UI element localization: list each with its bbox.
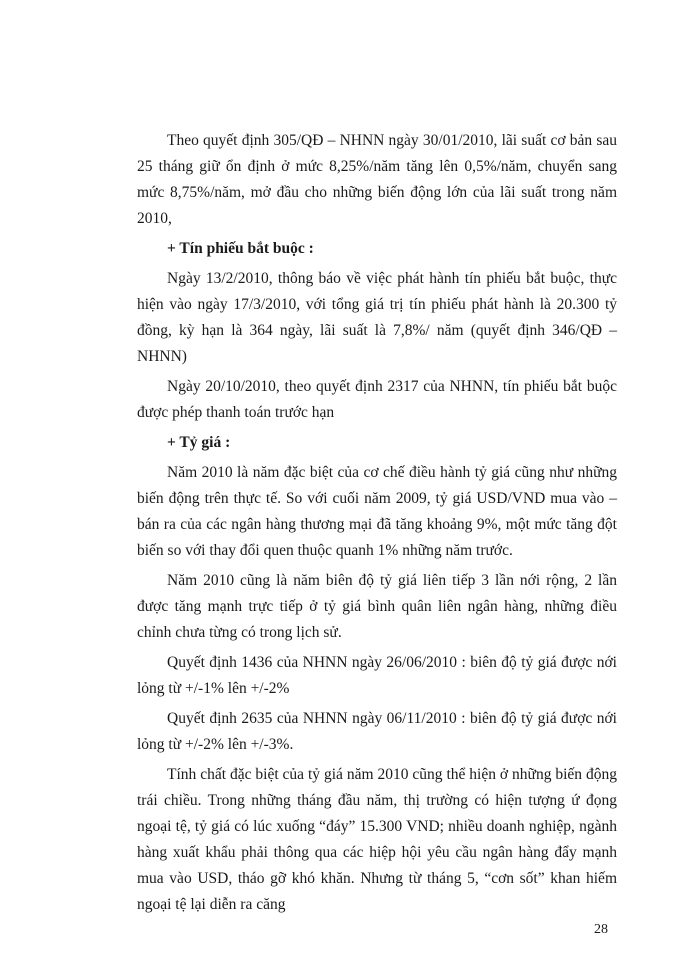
heading-exchange-rate: + Tỷ giá :: [167, 434, 231, 451]
paragraph-decision-1436: Quyết định 1436 của NHNN ngày 26/06/2010 : biên độ tỷ giá được nới lỏng từ +/-1% lên +/-2%: [137, 654, 617, 697]
page-number: 28: [594, 922, 608, 937]
heading-mandatory-bills: + Tín phiếu bắt buộc :: [167, 240, 314, 257]
paragraph-band-widening: Năm 2010 cũng là năm biên độ tỷ giá liên tiếp 3 lần nới rộng, 2 lần được tăng mạnh trực tiếp ở tỷ giá bình quân liên ngân hàng, những điều chỉnh chưa từng có trong lịch sử.: [137, 572, 617, 641]
paragraph-decision-2635: Quyết định 2635 của NHNN ngày 06/11/2010 : biên độ tỷ giá được nới lỏng từ +/-2% lên +/-3%.: [137, 710, 617, 753]
paragraph-exchange-rate-2010: Năm 2010 là năm đặc biệt của cơ chế điều hành tỷ giá cũng như những biến động trên thực tế. So với cuối năm 2009, tỷ giá USD/VND mua vào – bán ra của các ngân hàng thương mại đã tăng khoảng 9%, một mức tăng đột biến so với thay đổi quen thuộc quanh 1% những năm trước.: [137, 464, 617, 559]
paragraph-rate-fluctuation: Tính chất đặc biệt của tỷ giá năm 2010 cũng thể hiện ở những biến động trái chiều. Trong những tháng đầu năm, thị trường có hiện tượng ứ đọng ngoại tệ, tỷ giá có lúc xuống “đáy” 15.300 VND; nhiều doanh nghiệp, ngành hàng xuất khẩu phải thông qua các hiệp hội yêu cầu ngân hàng đẩy mạnh mua vào USD, tháo gỡ khó khăn. Nhưng từ tháng 5, “cơn sốt” khan hiếm ngoại tệ lại diễn ra căng: [137, 766, 617, 913]
paragraph-base-rate: Theo quyết định 305/QĐ – NHNN ngày 30/01/2010, lãi suất cơ bản sau 25 tháng giữ ổn định ở mức 8,25%/năm tăng lên 0,5%/năm, chuyển sang mức 8,75%/năm, mở đầu cho những biến động lớn của lãi suất trong năm 2010,: [137, 132, 617, 227]
paragraph-bill-issuance: Ngày 13/2/2010, thông báo về việc phát hành tín phiếu bắt buộc, thực hiện vào ngày 17/3/2010, với tổng giá trị tín phiếu phát hành là 20.300 tỷ đồng, kỳ hạn là 364 ngày, lãi suất là 7,8%/ năm (quyết định 346/QĐ – NHNN): [137, 270, 617, 365]
document-body: [137, 128, 617, 922]
paragraph-bill-early-payment: Ngày 20/10/2010, theo quyết định 2317 của NHNN, tín phiếu bắt buộc được phép thanh toán trước hạn: [137, 378, 617, 421]
